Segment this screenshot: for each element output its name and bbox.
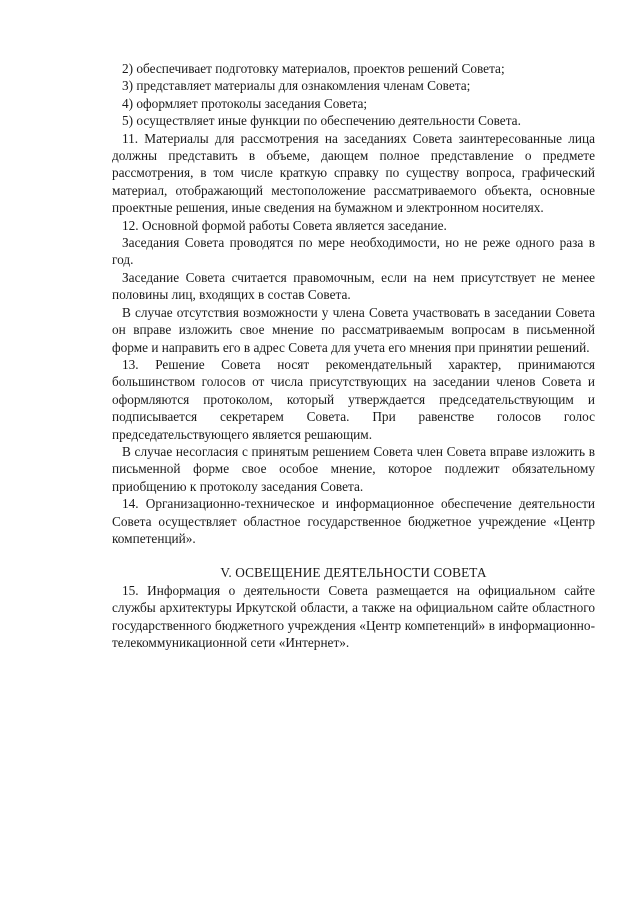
section-heading: V. ОСВЕЩЕНИЕ ДЕЯТЕЛЬНОСТИ СОВЕТА: [220, 565, 487, 581]
paragraph-item-13: 13. Решение Совета носят рекомендательный характер, принимаются большинством голосов от числа присутствующих на заседании членов Совета и оформляются протоколом, который утверждается председательствующим и подписывается секретарем Совета. При равенстве голосов голос председательствующего является решающим.: [112, 356, 595, 442]
paragraph-meetings-frequency: Заседания Совета проводятся по мере необходимости, но не реже одного раза в год.: [112, 235, 595, 268]
paragraph-item-12: 12. Основной формой работы Совета является заседание.: [122, 217, 447, 233]
paragraph-duty-4: 4) оформляет протоколы заседания Совета;: [122, 95, 368, 111]
paragraph-dissent: В случае несогласия с принятым решением Совета член Совета вправе изложить в письменной форме свое особое мнение, которое подлежит обязательному приобщению к протоколу заседания Совета.: [112, 443, 595, 494]
paragraph-duty-5: 5) осуществляет иные функции по обеспечению деятельности Совета.: [122, 113, 521, 129]
paragraph-written-opinion: В случае отсутствия возможности у члена Совета участвовать в заседании Совета он вправе изложить свое мнение по рассматриваемым вопросам в письменной форме и направить его в адрес Совета для учета его мнения при принятии решений.: [112, 304, 595, 355]
document-body: [112, 60, 595, 651]
paragraph-item-14: 14. Организационно-техническое и информационное обеспечение деятельности Совета осуществляет областное государственное бюджетное учреждение «Центр компетенций».: [112, 496, 595, 546]
paragraph-duty-2: 2) обеспечивает подготовку материалов, проектов решений Совета;: [122, 61, 505, 76]
paragraph-duty-3: 3) представляет материалы для ознакомления членам Совета;: [122, 78, 471, 94]
paragraph-item-11: 11. Материалы для рассмотрения на заседаниях Совета заинтересованные лица должны представить в объеме, дающем полное представление о предмете рассмотрения, в том числе краткую справку по существу вопроса, графический материал, отображающий местоположение рассматриваемого объекта, основные проектные решения, иные сведения на бумажном и электронном носителях.: [112, 130, 595, 216]
paragraph-quorum: Заседание Совета считается правомочным, если на нем присутствует не менее половины лиц, входящих в состав Совета.: [112, 269, 595, 303]
paragraph-item-15: 15. Информация о деятельности Совета размещается на официальном сайте службы архитектуры Иркутской области, а также на официальном сайте областного государственного бюджетного учреждения «Центр компетенций» в информационно-телекоммуникационной сети «Интернет».: [112, 582, 595, 650]
